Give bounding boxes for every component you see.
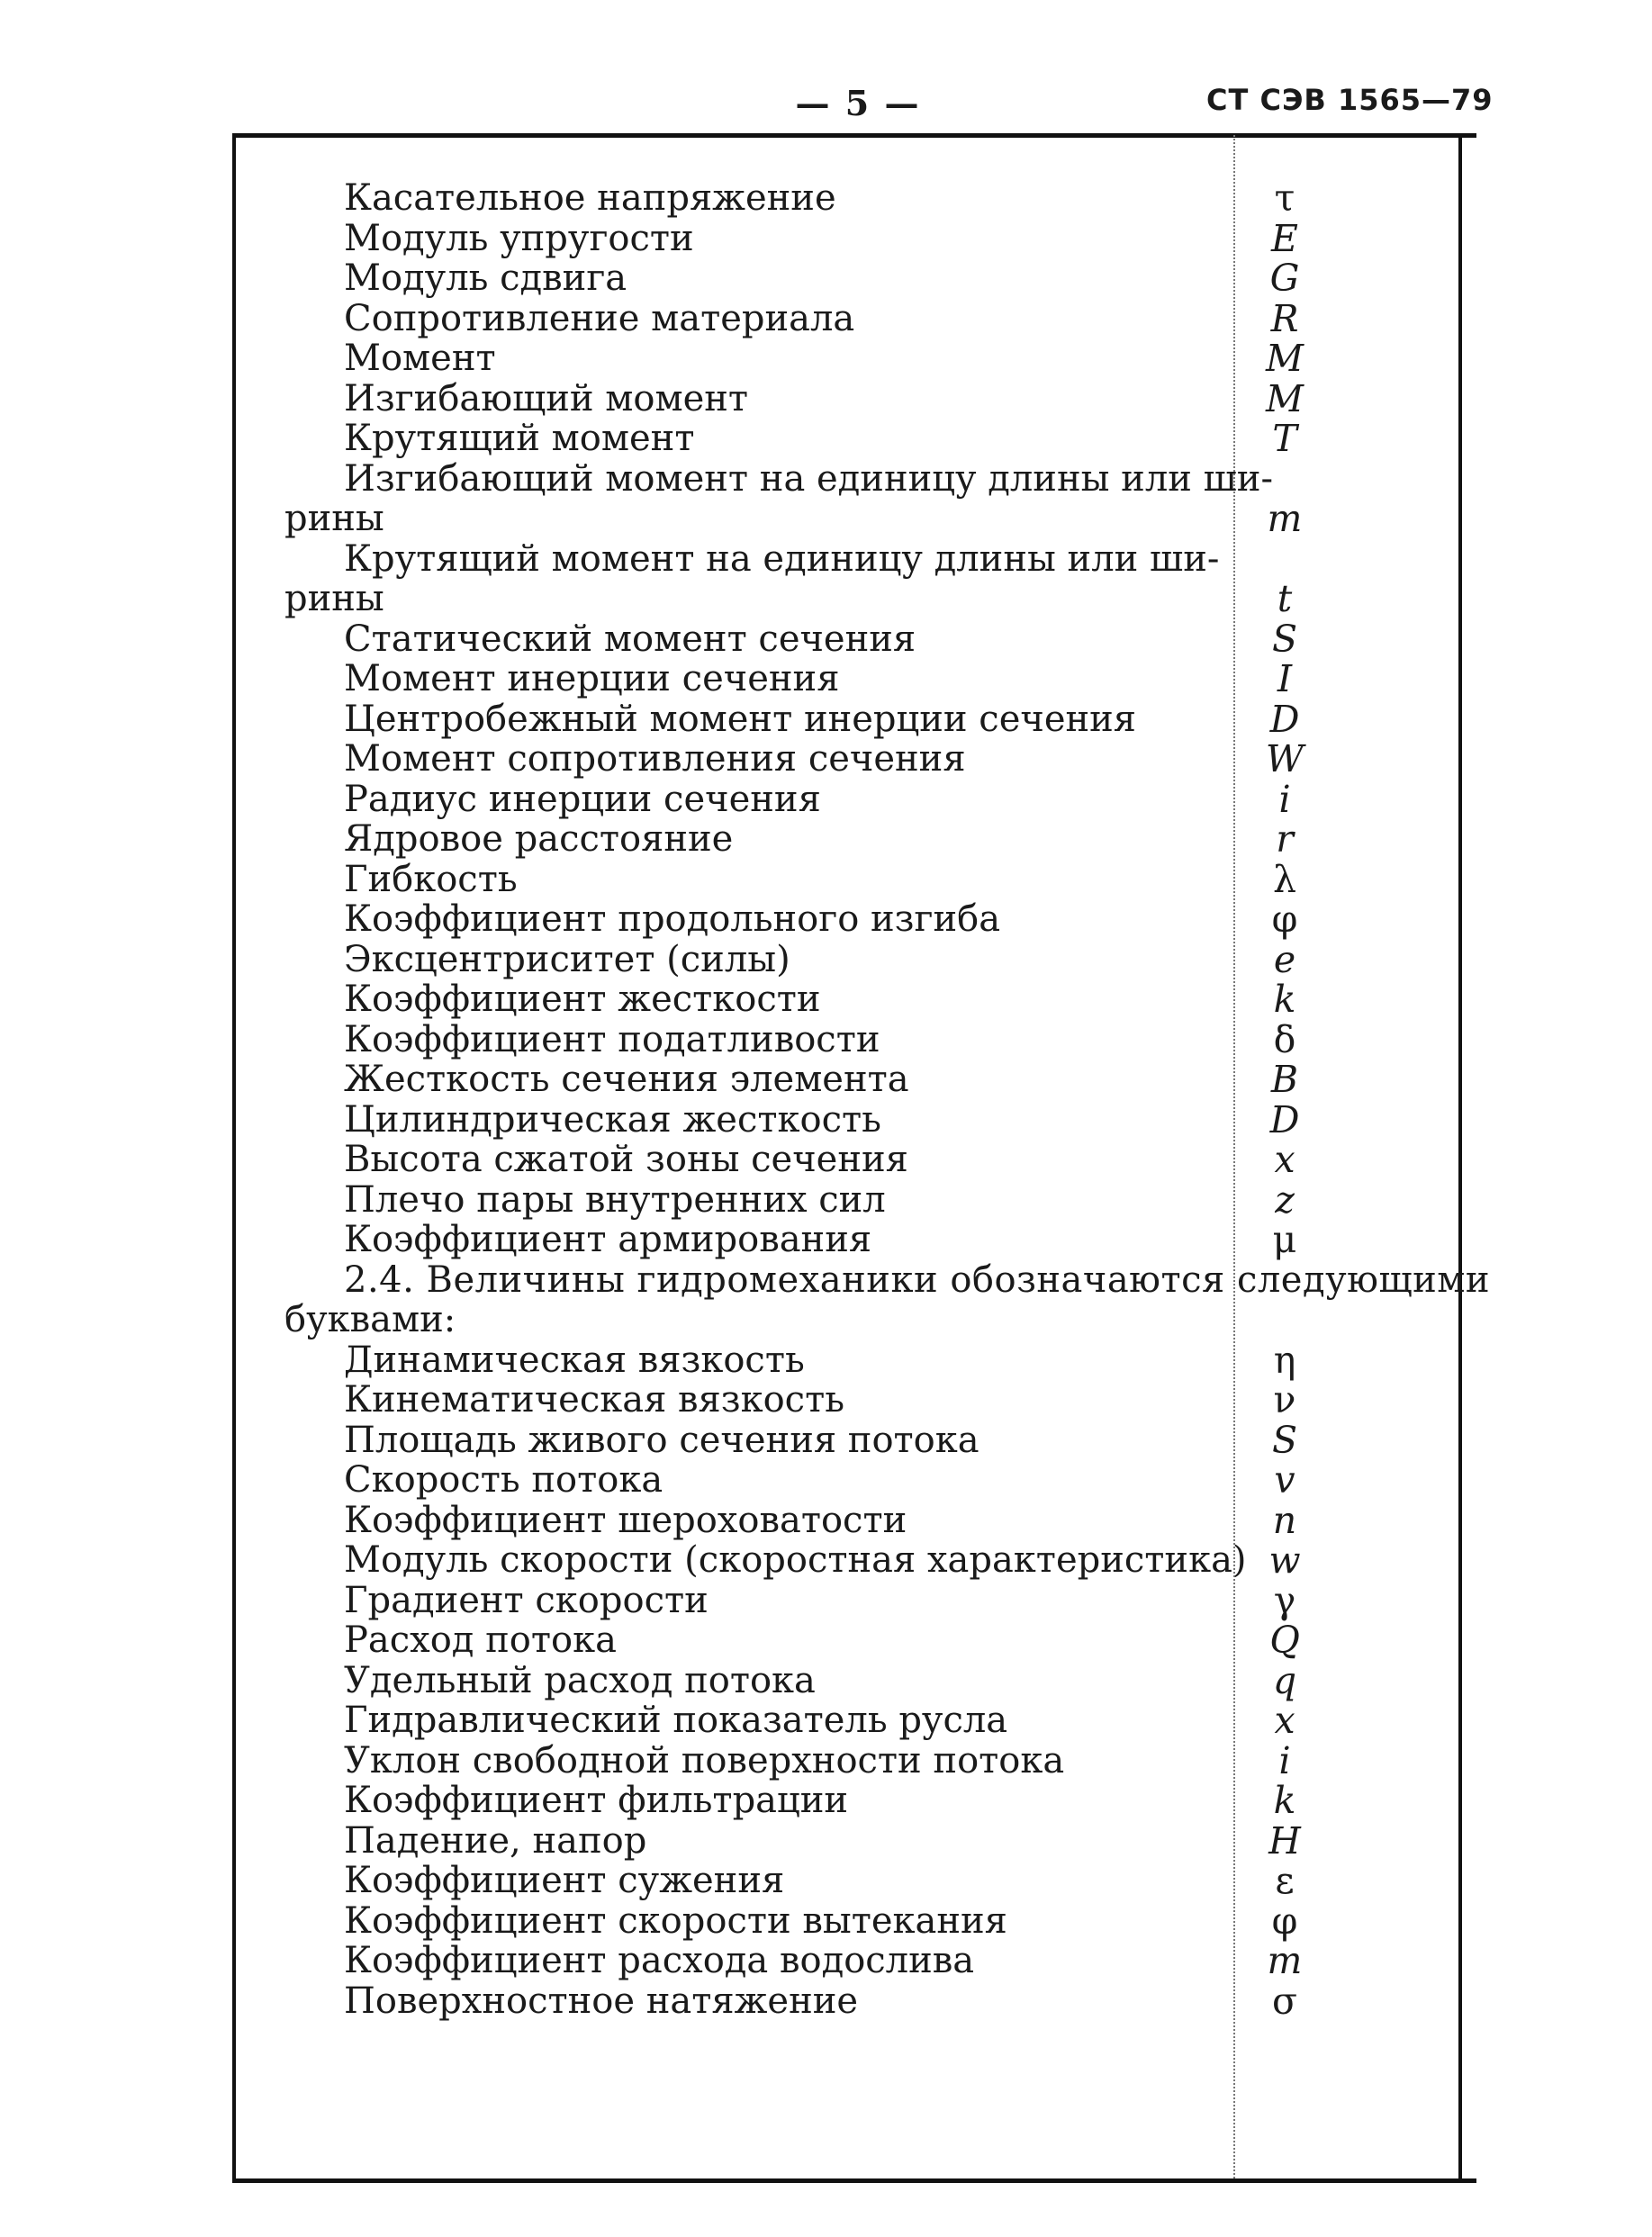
term-label: Крутящий момент на единицу длины или ши- (344, 537, 1220, 580)
term-label: Коэффициент фильтрации (344, 1780, 849, 1821)
term-label: Коэффициент податливости (344, 1018, 880, 1060)
term-symbol: ν (1273, 1378, 1296, 1421)
term-symbol: I (1277, 657, 1293, 700)
term-label: Градиент скорости (344, 1579, 709, 1621)
term-label: Коэффициент шероховатости (344, 1499, 907, 1541)
term-symbol: n (1272, 1498, 1297, 1542)
table-row (284, 1220, 1446, 1260)
term-symbol: B (1270, 1058, 1299, 1101)
term-label: Модуль сдвига (344, 257, 627, 299)
table-row (284, 819, 1446, 860)
term-symbol: w (1268, 1538, 1301, 1582)
table-row (284, 619, 1446, 660)
term-symbol: M (1266, 376, 1304, 420)
term-label: Уклон свободной поверхности потока (344, 1739, 1065, 1781)
term-symbol: v (1274, 1458, 1295, 1502)
section-heading-line: буквами: (284, 1299, 456, 1340)
table-row (284, 1981, 1446, 2022)
table-row (284, 1620, 1446, 1661)
term-symbol: m (1267, 497, 1303, 540)
term-symbol: γ (1273, 1578, 1296, 1622)
table-row (284, 1140, 1446, 1180)
term-label: Касательное напряжение (344, 177, 836, 219)
term-symbol: k (1273, 978, 1296, 1021)
table-row (284, 258, 1446, 299)
table-row (284, 1540, 1446, 1581)
term-label: Площадь живого сечения потока (344, 1419, 979, 1461)
term-label: Сопротивление материала (344, 297, 855, 339)
term-symbol: σ (1272, 1979, 1297, 2023)
term-symbol: e (1273, 937, 1296, 981)
section-heading-line: 2.4. Величины гидромеханики обозначаются следующими (344, 1258, 1491, 1301)
term-symbol: m (1267, 1939, 1303, 1982)
table-row (284, 579, 1446, 619)
table-row (284, 1941, 1446, 1981)
term-label: Падение, напор (344, 1819, 647, 1862)
symbol-table (284, 176, 1491, 2023)
document-id: СТ СЭВ 1565—79 (1206, 83, 1494, 117)
frame-left-rule (232, 133, 236, 2183)
term-symbol: δ (1273, 1017, 1296, 1061)
table-row (284, 1017, 1446, 1061)
table-row (284, 699, 1446, 740)
table-row (284, 296, 1446, 340)
term-symbol: M (1266, 337, 1304, 380)
term-symbol: φ (1271, 1899, 1298, 1943)
term-label: Коэффициент армирования (344, 1219, 872, 1260)
term-symbol: D (1269, 1097, 1300, 1141)
term-label: Крутящий момент (344, 418, 695, 459)
term-label: Расход потока (344, 1619, 617, 1661)
term-symbol: Q (1269, 1619, 1300, 1662)
section-heading (284, 1258, 1491, 1301)
term-label: Коэффициент продольного изгиба (344, 898, 1001, 940)
term-symbol: W (1265, 737, 1304, 780)
term-symbol: E (1271, 216, 1298, 260)
term-symbol: S (1271, 1418, 1298, 1462)
term-symbol: R (1270, 296, 1299, 340)
term-symbol: z (1275, 1177, 1295, 1222)
table-row (284, 539, 1446, 580)
table-row (284, 1901, 1446, 1942)
term-label: Модуль упругости (344, 217, 694, 259)
term-label: Цилиндрическая жесткость (344, 1098, 881, 1141)
term-label: Динамическая вязкость (344, 1339, 805, 1381)
term-label: Коэффициент жесткости (344, 979, 821, 1020)
table-row (284, 1781, 1446, 1821)
table-row (284, 178, 1446, 219)
table-row (284, 899, 1446, 940)
term-symbol: λ (1273, 857, 1296, 901)
table-row (284, 1578, 1446, 1622)
table-row (284, 1861, 1446, 1901)
page-number: — 5 — (795, 83, 921, 123)
term-label: Момент инерции сечения (344, 658, 840, 699)
table-row (284, 216, 1446, 260)
term-label: Изгибающий момент на единицу длины или ши- (344, 457, 1273, 500)
term-symbol: ε (1275, 1859, 1295, 1902)
table-row (284, 1177, 1446, 1222)
table-row (284, 857, 1446, 901)
term-symbol: r (1276, 817, 1294, 861)
term-symbol: i (1278, 1738, 1291, 1782)
term-label: Высота сжатой зоны сечения (344, 1139, 908, 1180)
term-label-continuation: рины (284, 578, 384, 619)
term-label: Момент сопротивления сечения (344, 738, 966, 780)
table-row (284, 1498, 1446, 1542)
table-row (284, 459, 1446, 500)
term-label: Эксцентриситет (силы) (344, 938, 790, 980)
term-label: Кинематическая вязкость (344, 1379, 844, 1421)
term-label: Статический момент сечения (344, 618, 916, 660)
term-label: Плечо пары внутренних сил (344, 1178, 886, 1221)
section-heading (284, 1300, 1446, 1340)
table-row (284, 1658, 1446, 1702)
table-row (284, 659, 1446, 699)
term-label: Центробежный момент инерции сечения (344, 698, 1137, 740)
term-symbol: η (1273, 1338, 1296, 1382)
table-row (284, 1700, 1446, 1741)
term-label: Поверхностное натяжение (344, 1980, 859, 2022)
table-row (284, 1460, 1446, 1501)
term-symbol: G (1269, 257, 1300, 300)
frame-bottom-rule (232, 2178, 1476, 2183)
table-row (284, 1818, 1446, 1863)
term-label: Гидравлический показатель русла (344, 1700, 1008, 1741)
term-label: Модуль скорости (скоростная характеристика) (344, 1539, 1247, 1581)
frame-right-rule (1458, 133, 1462, 2183)
term-symbol: k (1273, 1779, 1296, 1822)
term-symbol: t (1277, 577, 1293, 620)
term-label: Момент (344, 338, 496, 379)
table-row (284, 1060, 1446, 1100)
term-symbol: H (1268, 1818, 1301, 1863)
frame-top-rule (232, 133, 1476, 138)
term-label: Коэффициент скорости вытекания (344, 1899, 1007, 1942)
term-symbol: x (1274, 1699, 1295, 1742)
term-symbol: D (1269, 697, 1300, 741)
term-symbol: i (1278, 777, 1291, 821)
term-label: Скорость потока (344, 1459, 664, 1501)
term-symbol: T (1272, 417, 1297, 460)
term-symbol: x (1274, 1138, 1295, 1181)
term-label: Коэффициент сужения (344, 1860, 785, 1901)
table-row (284, 937, 1446, 981)
term-label: Коэффициент расхода водослива (344, 1940, 975, 1981)
table-row (284, 1380, 1446, 1421)
table-row (284, 777, 1446, 821)
table-row (284, 419, 1446, 459)
term-symbol: q (1272, 1658, 1297, 1702)
term-label-continuation: рины (284, 498, 384, 539)
table-row (284, 1738, 1446, 1782)
table-row (284, 338, 1446, 379)
table-row (284, 1418, 1446, 1462)
term-symbol: S (1271, 617, 1298, 661)
term-label: Удельный расход потока (344, 1659, 816, 1701)
table-row (284, 1340, 1446, 1381)
term-symbol: μ (1272, 1218, 1297, 1261)
table-row (284, 739, 1446, 780)
term-label: Ядровое расстояние (344, 818, 734, 860)
term-symbol: φ (1271, 898, 1298, 941)
table-row (284, 1097, 1446, 1141)
term-symbol: τ (1274, 176, 1295, 220)
term-label: Радиус инерции сечения (344, 778, 821, 820)
table-row (284, 979, 1446, 1020)
term-label: Жесткость сечения элемента (344, 1059, 909, 1100)
table-row (284, 376, 1446, 420)
term-label: Гибкость (344, 858, 518, 900)
table-row (284, 499, 1446, 539)
term-label: Изгибающий момент (344, 377, 749, 419)
